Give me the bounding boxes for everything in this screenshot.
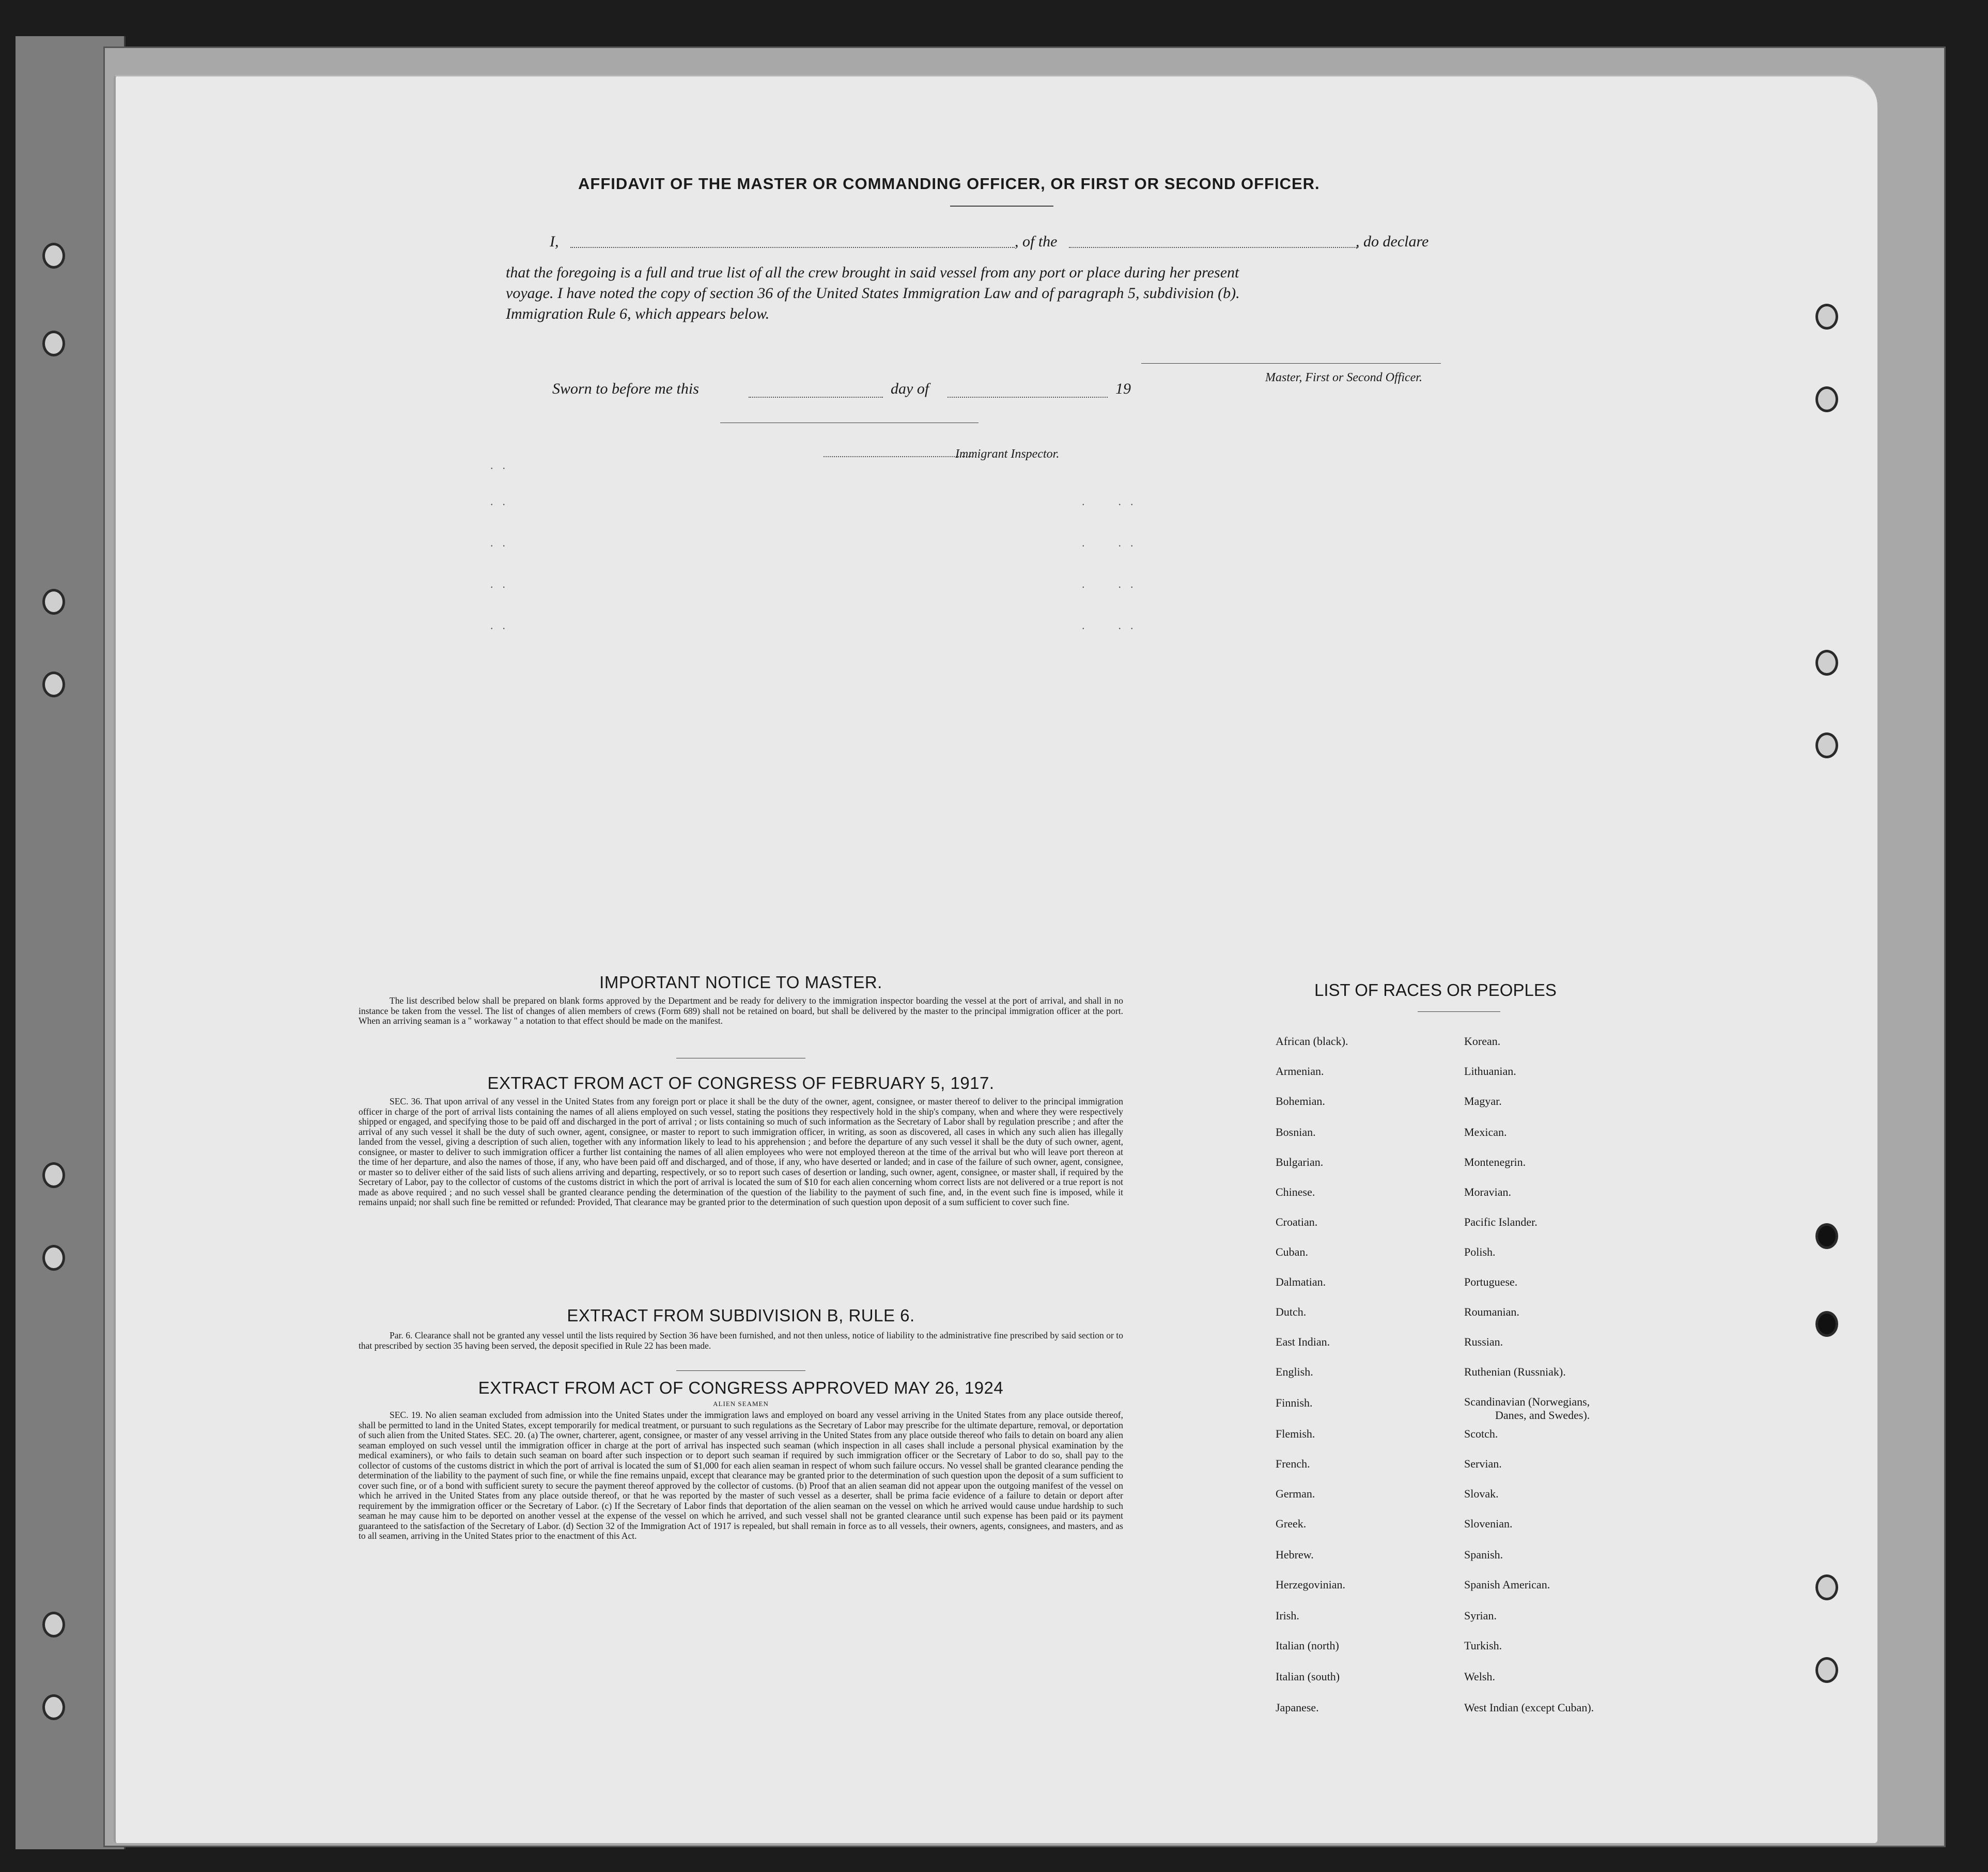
bleed-through-dots: ..	[490, 619, 515, 632]
bleed-through-dots: ..	[490, 495, 515, 508]
binder-hole-icon	[1815, 304, 1838, 330]
extract-1917-body: SEC. 36. That upon arrival of any vessel in the United States from any foreign port or place it shall be the duty of the owner, agent, consignee, or master thereof to deliver to the principal immigration officer in charge of the port of arrival lists containing the names of all aliens employed on such vessel, stating the positions they respectively hold in the ship's company, when and where they were respectively shipped or engaged, and specifying those to be paid off and discharged in the port of arrival ; or lists containing so much of such information as the Secretary of Labor shall by regulation prescribe ; and after the arrival of any such vessel it shall be the duty of such owner, agent, consignee, or master to report to such immigration officer, in writing, as soon as discovered, all cases in which any such alien has illegally landed from the vessel, giving a description of such alien, together with any information likely to lead to his apprehension ; and before the departure of any such vessel it shall be the duty of such owner, agent, consignee, or master to deliver to such immigration officer a further list containing the names of all alien employees who were not employed thereon at the time of the arrival but who will leave port thereon at the time of her departure, and also the names of those, if any, who have been paid off and discharged, and of those, if any, who have deserted or landed; and in case of the failure of such owner, agent, consignee, or master so to deliver either of the said lists of such aliens arriving and departing, respectively, or so to report such cases of desertion or landing, such owner, agent, consignee, or master shall, if required by the Secretary of Labor, pay to the collector of customs of the customs district in which the port of arrival is located the sum of $10 for each alien concerning whom correct lists are not delivered or a true report is not made as above required ; and no such vessel shall be granted clearance pending the determination of the question of the liability to the payment of such fine, and, in the event such fine is imposed, while it remains unpaid; nor shall such fine be remitted or refunded: Provided, That clearance may be granted prior to the determination of such question upon deposit of a sum sufficient to cover such fine.	[359, 1096, 1123, 1207]
binder-hole-icon	[42, 1162, 65, 1188]
bleed-through-dots: . ..	[1082, 578, 1143, 590]
race-item: Turkish.	[1464, 1639, 1502, 1652]
master-signature-line	[1141, 363, 1441, 364]
race-item: East Indian.	[1276, 1335, 1330, 1348]
race-item: German.	[1276, 1487, 1315, 1500]
extract-1924-title: EXTRACT FROM ACT OF CONGRESS APPROVED MAY 26, 1924	[478, 1378, 1004, 1397]
race-item: Mexican.	[1464, 1126, 1507, 1138]
race-item: English.	[1276, 1365, 1313, 1378]
race-item: Bohemian.	[1276, 1095, 1325, 1107]
race-item: Pacific Islander.	[1464, 1215, 1537, 1228]
inspector-dotted-line	[824, 456, 973, 457]
affidavit-of-the-label: , of the	[1015, 233, 1058, 250]
race-item: Polish.	[1464, 1245, 1496, 1258]
race-item: Dalmatian.	[1276, 1275, 1326, 1288]
race-item: Herzegovinian.	[1276, 1578, 1345, 1591]
month-blank	[948, 397, 1108, 398]
section-divider	[676, 1370, 805, 1371]
vessel-blank	[1069, 247, 1358, 248]
day-blank	[749, 397, 883, 398]
race-item: Croatian.	[1276, 1215, 1318, 1228]
race-item: Bosnian.	[1276, 1126, 1316, 1138]
race-item: Moravian.	[1464, 1185, 1512, 1198]
binder-hole-icon	[1815, 1574, 1838, 1600]
bleed-through-dots: ..	[490, 578, 515, 590]
name-blank	[570, 247, 1015, 248]
extract-rule6-body: Par. 6. Clearance shall not be granted any vessel until the lists required by Section 36 have been furnished, and not then unless, notice of liability to the administrative fine prescribed by said section or to that prescribed by section 35 having been served, the deposit specified in Rule 22 has been made.	[359, 1330, 1123, 1351]
race-item: African (black).	[1276, 1035, 1348, 1048]
race-item: Spanish.	[1464, 1548, 1503, 1561]
affidavit-i-label: I,	[550, 233, 559, 250]
race-item: Chinese.	[1276, 1185, 1315, 1198]
binder-hole-icon	[42, 243, 65, 269]
sworn-label: Sworn to before me this	[552, 380, 699, 397]
race-item: Montenegrin.	[1464, 1156, 1526, 1168]
affidavit-declare-label: , do declare	[1356, 233, 1429, 250]
extract-rule6-title: EXTRACT FROM SUBDIVISION B, RULE 6.	[567, 1306, 915, 1325]
affidavit-text-line1: that the foregoing is a full and true list of all the crew brought in said vessel from any port or place during her present	[506, 264, 1239, 281]
binder-hole-icon	[1815, 386, 1838, 412]
race-item: Slovak.	[1464, 1487, 1499, 1500]
race-item: Ruthenian (Russniak).	[1464, 1365, 1566, 1378]
race-item: French.	[1276, 1457, 1310, 1470]
extract-1917-title: EXTRACT FROM ACT OF CONGRESS OF FEBRUARY 5, 1917.	[487, 1073, 995, 1093]
race-item: Slovenian.	[1464, 1517, 1513, 1530]
binder-hole-icon	[42, 1694, 65, 1720]
extract-1924-body: SEC. 19. No alien seaman excluded from admission into the United States under the immigration laws and employed on board any vessel arriving in the United States from any place outside thereof, shall be permitted to land in the United States, except temporarily for medical treatment, or pursuant to such regulations as the Secretary of Labor may prescribe for the ultimate departure, removal, or deportation of such alien from the United States. SEC. 20. (a) The owner, charterer, agent, consignee, or master of any vessel arriving in the United States from any place outside thereof who fails to detain on board any alien seaman employed on such vessel until the immigration officer in charge at the port of arrival has inspected such seaman (which inspection in all cases shall include a personal physical examination by the medical examiners), or who fails to detain such seaman on board after such inspection or to deport such seaman if required by such immigration officer or the Secretary of Labor to do so, shall pay to the collector of customs of the customs district in which the port of arrival is located the sum of $1,000 for each alien seaman in respect of whom such failure occurs. No vessel shall be granted clearance pending the determination of the liability to the payment of such fine, or while the fine remains unpaid, except that clearance may be granted prior to the determination of such question upon the deposit of a sum sufficient to cover such fine, or of a bond with sufficient surety to secure the payment thereof approved by the collector of customs. (b) Proof that an alien seaman did not appear upon the outgoing manifest of the vessel on which he arrived in the United States from any place outside thereof, or that he was reported by the master of such vessel as a deserter, shall be prima facie evidence of a failure to detain or deport after requirement by the immigration officer or the Secretary of Labor. (c) If the Secretary of Labor finds that deportation of the alien seaman on the vessel on which he arrived would cause undue hardship to such seaman he may cause him to be deported on another vessel at the expense of the vessel on which he arrived, and such vessel shall not be granted clearance until such expense has been paid or its payment guaranteed to the satisfaction of the Secretary of Labor. (d) Section 32 of the Immigration Act of 1917 is repealed, but shall remain in force as to all vessels, their owners, agents, consignees, and masters, and as to all seamen, arriving in the United States prior to the enactment of this Act.	[359, 1410, 1123, 1541]
binder-hole-icon	[1815, 1311, 1838, 1337]
bleed-through-dots: . ..	[1082, 536, 1143, 549]
notice-title: IMPORTANT NOTICE TO MASTER.	[599, 973, 882, 992]
binder-hole-icon	[42, 1612, 65, 1637]
master-caption: Master, First or Second Officer.	[1265, 371, 1422, 384]
day-of-label: day of	[891, 380, 929, 397]
race-item: Hebrew.	[1276, 1548, 1314, 1561]
binder-hole-icon	[1815, 1657, 1838, 1683]
binder-hole-icon	[42, 672, 65, 697]
binder-hole-icon	[42, 331, 65, 356]
binder-hole-icon	[1815, 650, 1838, 676]
race-item: Spanish American.	[1464, 1578, 1550, 1591]
race-item: West Indian (except Cuban).	[1464, 1701, 1594, 1714]
race-item: Welsh.	[1464, 1670, 1495, 1683]
race-item: Servian.	[1464, 1457, 1502, 1470]
inspector-caption: Immigrant Inspector.	[955, 447, 1060, 461]
binder-hole-icon	[42, 589, 65, 615]
race-item-continued: Danes, and Swedes).	[1495, 1409, 1590, 1422]
races-title: LIST OF RACES OR PEOPLES	[1314, 980, 1557, 1000]
bleed-through-dots: . ..	[1082, 619, 1143, 632]
race-item: Flemish.	[1276, 1427, 1315, 1440]
race-item: Roumanian.	[1464, 1305, 1519, 1318]
year-label: 19	[1115, 380, 1131, 397]
race-item: Russian.	[1464, 1335, 1503, 1348]
bleed-through-dots: . ..	[1082, 495, 1143, 508]
notice-body: The list described below shall be prepared on blank forms approved by the Department and be ready for delivery to the immigration inspector boarding the vessel at the port of arrival, and shall in no instance be taken from the vessel. The list of changes of alien members of crews (Form 689) shall not be retained on board, but shall be delivered by the master to the principal immigration officer at the port. When an arriving seaman is a " workaway " a notation to that effect should be made on the manifest.	[359, 995, 1123, 1026]
binder-hole-icon	[42, 1245, 65, 1271]
race-item: Lithuanian.	[1464, 1065, 1516, 1078]
race-item: Greek.	[1276, 1517, 1307, 1530]
affidavit-text-line2: voyage. I have noted the copy of section 36 of the United States Immigration Law and of paragraph 5, subdivision (b).	[506, 285, 1240, 302]
bleed-through-dots: ..	[490, 459, 515, 472]
title-divider	[950, 206, 1053, 207]
race-item: Armenian.	[1276, 1065, 1324, 1078]
race-item: Cuban.	[1276, 1245, 1308, 1258]
race-item: Syrian.	[1464, 1609, 1497, 1622]
race-item: Japanese.	[1276, 1701, 1319, 1714]
affidavit-text-line3: Immigration Rule 6, which appears below.	[506, 305, 770, 322]
extract-1924-subtitle: ALIEN SEAMEN	[713, 1400, 769, 1408]
race-item: Dutch.	[1276, 1305, 1307, 1318]
race-item: Magyar.	[1464, 1095, 1502, 1107]
race-item: Scotch.	[1464, 1427, 1498, 1440]
binder-hole-icon	[1815, 1223, 1838, 1249]
document-page	[114, 75, 1877, 1843]
races-divider	[1418, 1011, 1500, 1012]
race-item: Finnish.	[1276, 1396, 1313, 1409]
race-item: Italian (south)	[1276, 1670, 1340, 1683]
race-item: Scandinavian (Norwegians,	[1464, 1395, 1590, 1408]
affidavit-title: AFFIDAVIT OF THE MASTER OR COMMANDING OFFICER, OR FIRST OR SECOND OFFICER.	[578, 175, 1320, 193]
race-item: Irish.	[1276, 1609, 1299, 1622]
race-item: Italian (north)	[1276, 1639, 1339, 1652]
race-item: Portuguese.	[1464, 1275, 1518, 1288]
binder-hole-icon	[1815, 732, 1838, 758]
race-item: Korean.	[1464, 1035, 1501, 1048]
bleed-through-dots: ..	[490, 536, 515, 549]
race-item: Bulgarian.	[1276, 1156, 1324, 1168]
